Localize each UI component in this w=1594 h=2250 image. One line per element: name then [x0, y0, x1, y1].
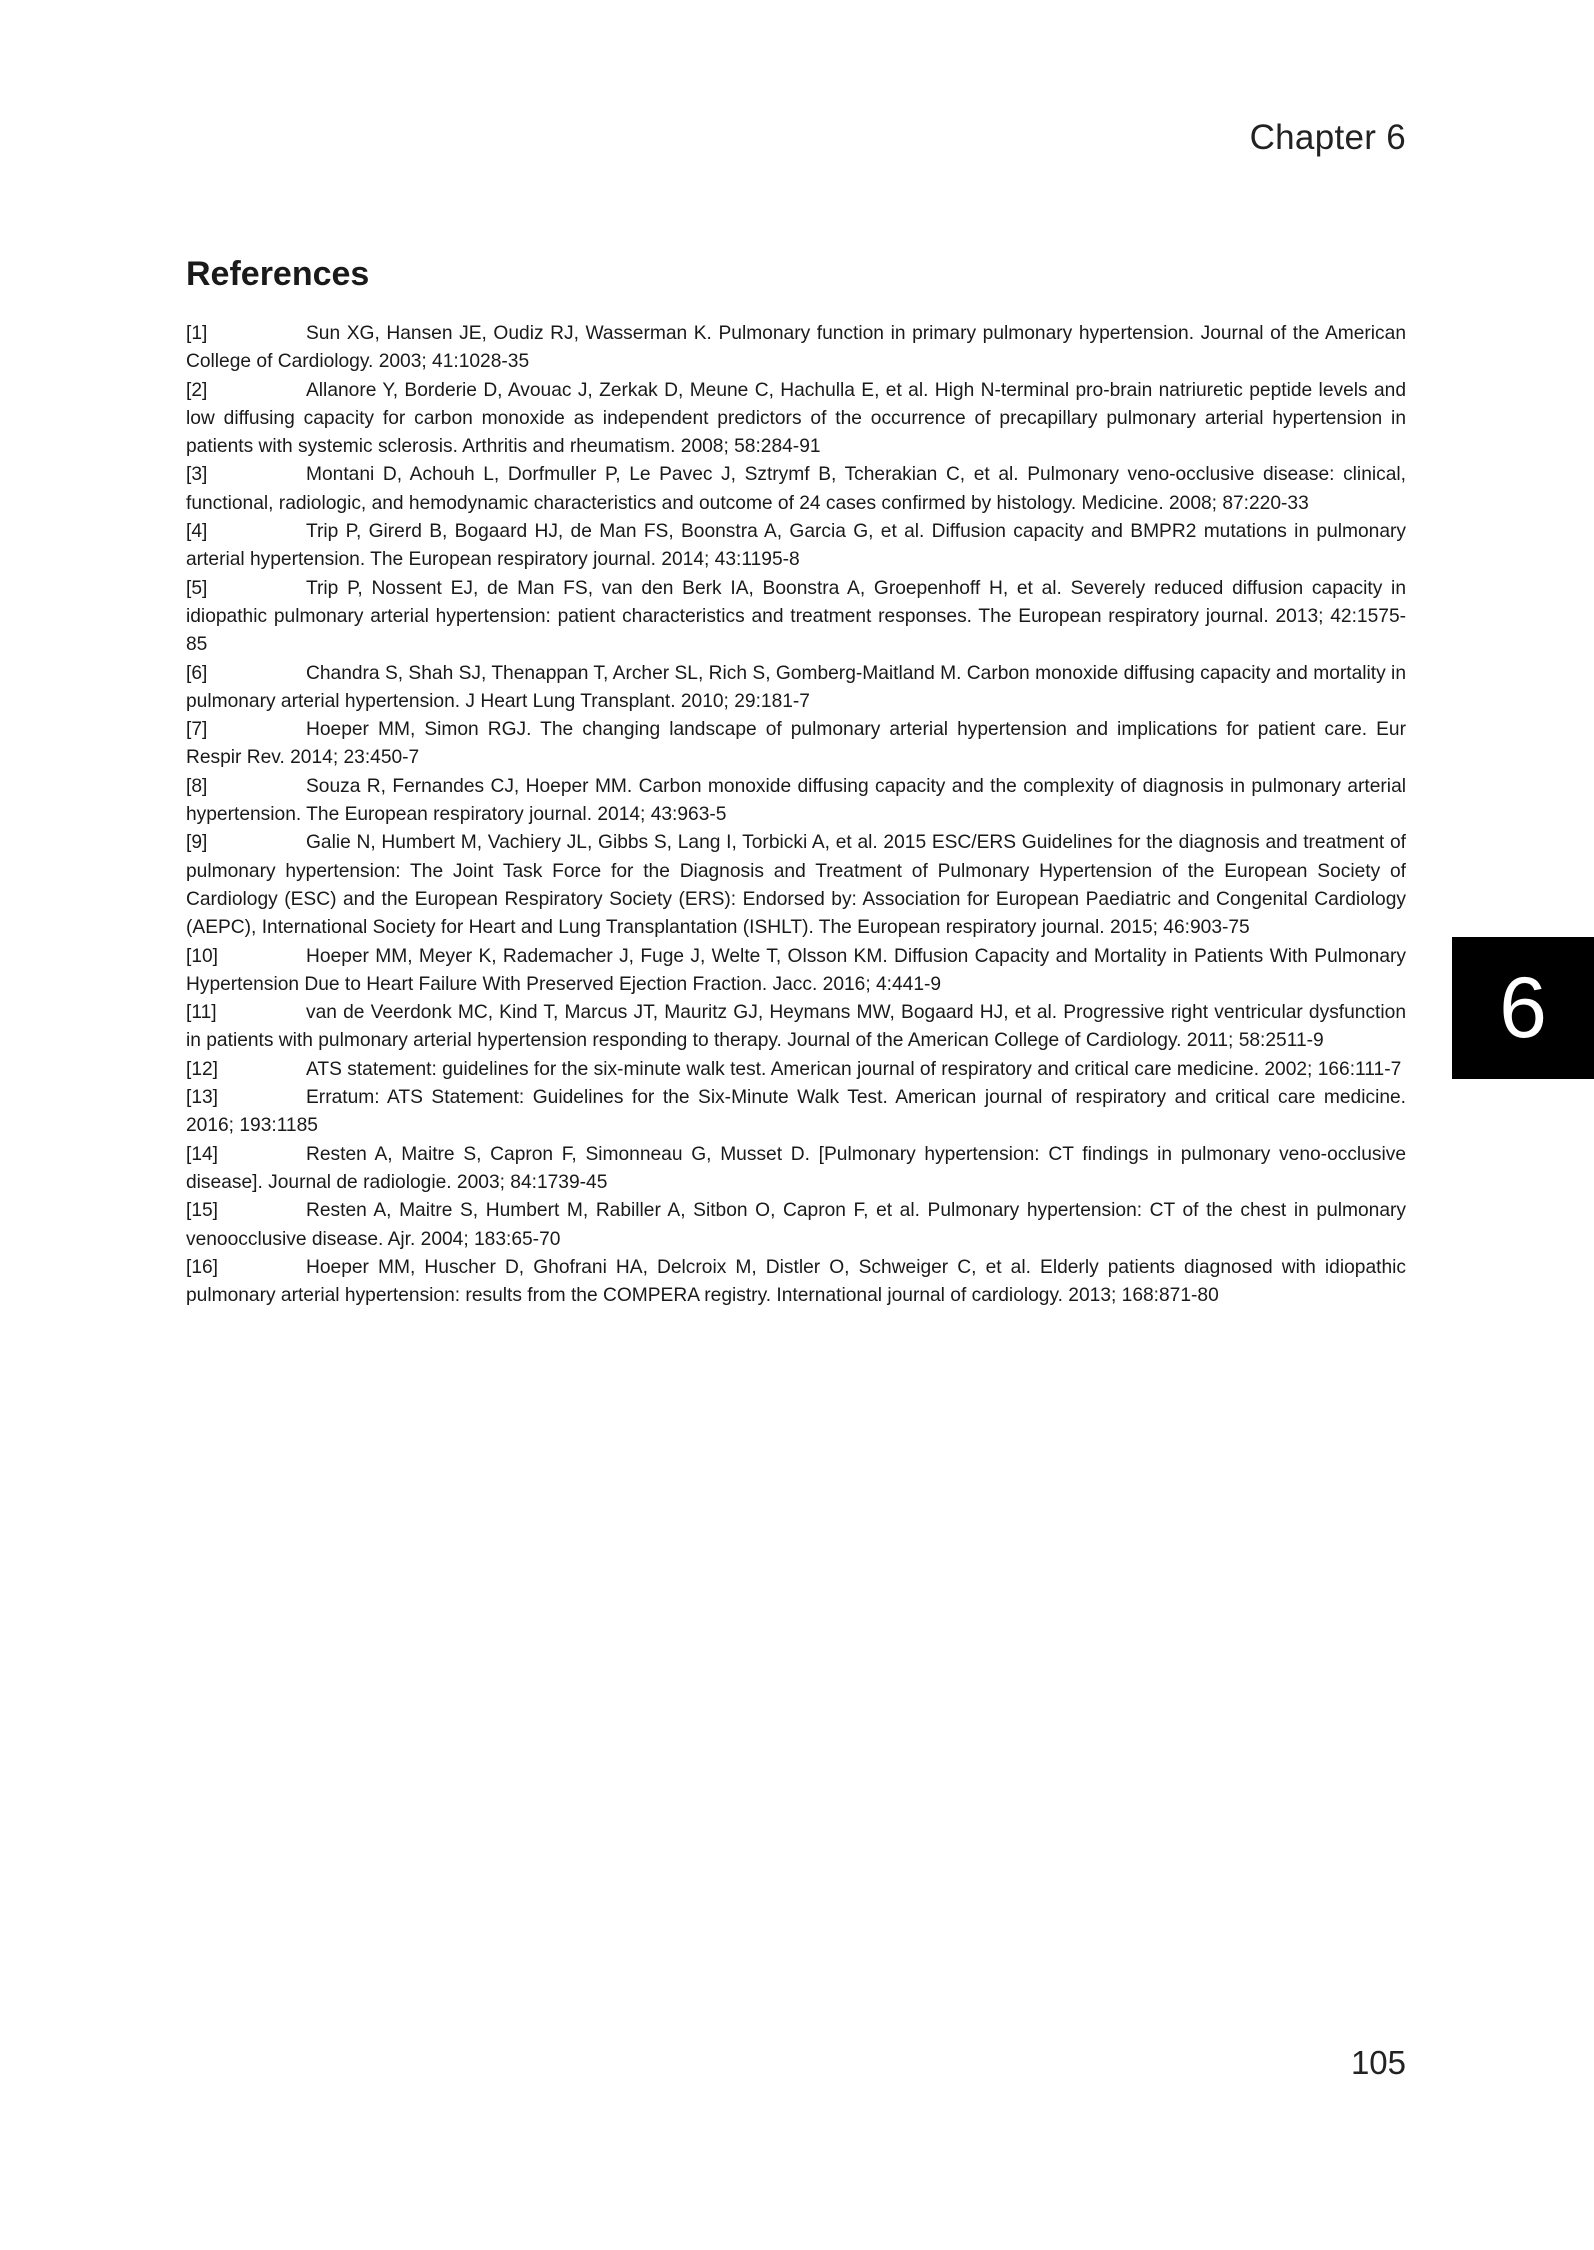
- reference-text: Montani D, Achouh L, Dorfmuller P, Le Pavec J, Sztrymf B, Tcherakian C, et al. Pulmonary veno-occlusive disease: clinical, functional, radiologic, and hemodynamic characteristics and outcome of 24 cases confirmed by histology. Medicine. 2008; 87:220-33: [186, 464, 1406, 514]
- reference-list: [186, 320, 1406, 1310]
- reference-item: [186, 377, 1406, 462]
- chapter-thumb-tab: [1452, 937, 1594, 1079]
- reference-item: [186, 943, 1406, 1000]
- reference-text: Resten A, Maitre S, Capron F, Simonneau G, Musset D. [Pulmonary hypertension: CT findings in pulmonary veno-occlusive disease]. Journal de radiologie. 2003; 84:1739-45: [186, 1143, 1406, 1193]
- reference-number: [12]: [186, 1058, 219, 1080]
- reference-number: [10]: [186, 945, 219, 967]
- reference-item: [186, 320, 1406, 377]
- reference-number: [11]: [186, 1002, 217, 1024]
- reference-number: [6]: [186, 662, 208, 684]
- reference-number: [9]: [186, 832, 208, 854]
- reference-item: [186, 1084, 1406, 1141]
- chapter-tab-number: 6: [1499, 960, 1547, 1056]
- reference-number: [5]: [186, 577, 208, 599]
- reference-item: [186, 1254, 1406, 1311]
- reference-item: [186, 1197, 1406, 1254]
- reference-text: Trip P, Nossent EJ, de Man FS, van den Berk IA, Boonstra A, Groepenhoff H, et al. Severely reduced diffusion capacity in idiopathic pulmonary arterial hypertension: patient characteristics and treatment responses. The European respiratory journal. 2013; 42:1575-85: [186, 577, 1406, 656]
- reference-text: Hoeper MM, Simon RGJ. The changing landscape of pulmonary arterial hypertension and implications for patient care. Eur Respir Rev. 2014; 23:450-7: [186, 719, 1406, 769]
- reference-number: [3]: [186, 464, 208, 486]
- reference-number: [4]: [186, 521, 208, 543]
- reference-number: [7]: [186, 719, 208, 741]
- reference-text: Hoeper MM, Huscher D, Ghofrani HA, Delcroix M, Distler O, Schweiger C, et al. Elderly patients diagnosed with idiopathic pulmonary arterial hypertension: results from the COMPERA registry. International journal of cardiology. 2013; 168:871-80: [186, 1256, 1406, 1307]
- reference-text: Sun XG, Hansen JE, Oudiz RJ, Wasserman K. Pulmonary function in primary pulmonary hypertension. Journal of the American College of Cardiology. 2003; 41:1028-35: [186, 323, 1406, 373]
- reference-text: Souza R, Fernandes CJ, Hoeper MM. Carbon monoxide diffusing capacity and the complexity of diagnosis in pulmonary arterial hypertension. The European respiratory journal. 2014; 43:963-5: [186, 775, 1406, 826]
- reference-item: [186, 1056, 1406, 1084]
- reference-item: [186, 716, 1406, 773]
- chapter-header: Chapter 6: [1249, 118, 1406, 157]
- reference-item: [186, 999, 1406, 1056]
- reference-text: Galie N, Humbert M, Vachiery JL, Gibbs S, Lang I, Torbicki A, et al. 2015 ESC/ERS Guidelines for the diagnosis and treatment of pulmonary hypertension: The Joint Task Force for the Diagnosis and Treatment of Pulmonary Hypertension of the European Society of Cardiology (ESC) and the European Respiratory Society (ERS): Endorsed by: Association for European Paediatric and Congenital Cardiology (AEPC), International Society for Heart and Lung Transplantation (ISHLT). The European respiratory journal. 2015; 46:903-75: [186, 832, 1406, 939]
- reference-number: [15]: [186, 1200, 219, 1222]
- reference-item: [186, 1141, 1406, 1198]
- reference-text: Chandra S, Shah SJ, Thenappan T, Archer SL, Rich S, Gomberg-Maitland M. Carbon monoxide diffusing capacity and mortality in pulmonary arterial hypertension. J Heart Lung Transplant. 2010; 29:181-7: [186, 662, 1406, 712]
- reference-text: Allanore Y, Borderie D, Avouac J, Zerkak D, Meune C, Hachulla E, et al. High N-terminal pro-brain natriuretic peptide levels and low diffusing capacity for carbon monoxide as independent predictors of the occurrence of precapillary pulmonary arterial hypertension in patients with systemic sclerosis. Arthritis and rheumatism. 2008; 58:284-91: [186, 379, 1406, 458]
- reference-item: [186, 518, 1406, 575]
- section-title: References: [186, 255, 370, 293]
- reference-text: Resten A, Maitre S, Humbert M, Rabiller A, Sitbon O, Capron F, et al. Pulmonary hypertension: CT of the chest in pulmonary venoocclusive disease. Ajr. 2004; 183:65-70: [186, 1200, 1406, 1250]
- reference-number: [13]: [186, 1087, 219, 1109]
- reference-text: ATS statement: guidelines for the six-minute walk test. American journal of respiratory and critical care medicine. 2002; 166:111-7: [306, 1058, 1402, 1080]
- reference-item: [186, 829, 1406, 942]
- page-number: 105: [1350, 2044, 1406, 2081]
- reference-item: [186, 575, 1406, 660]
- reference-number: [1]: [186, 323, 208, 344]
- reference-text: Hoeper MM, Meyer K, Rademacher J, Fuge J, Welte T, Olsson KM. Diffusion Capacity and Mortality in Patients With Pulmonary Hypertension Due to Heart Failure With Preserved Ejection Fraction. Jacc. 2016; 4:441-9: [186, 945, 1406, 995]
- reference-number: [2]: [186, 379, 208, 401]
- reference-text: Erratum: ATS Statement: Guidelines for the Six-Minute Walk Test. American journal of respiratory and critical care medicine. 2016; 193:1185: [186, 1087, 1406, 1137]
- reference-text: Trip P, Girerd B, Bogaard HJ, de Man FS, Boonstra A, Garcia G, et al. Diffusion capacity and BMPR2 mutations in pulmonary arterial hypertension. The European respiratory journal. 2014; 43:1195-8: [186, 521, 1406, 571]
- reference-text: van de Veerdonk MC, Kind T, Marcus JT, Mauritz GJ, Heymans MW, Bogaard HJ, et al. Progressive right ventricular dysfunction in patients with pulmonary arterial hypertension responding to therapy. Journal of the American College of Cardiology. 2011; 58:2511-9: [186, 1002, 1406, 1052]
- reference-number: [14]: [186, 1143, 219, 1165]
- reference-item: [186, 660, 1406, 717]
- reference-item: [186, 461, 1406, 518]
- reference-number: [16]: [186, 1256, 219, 1278]
- reference-number: [8]: [186, 775, 208, 797]
- reference-item: [186, 773, 1406, 830]
